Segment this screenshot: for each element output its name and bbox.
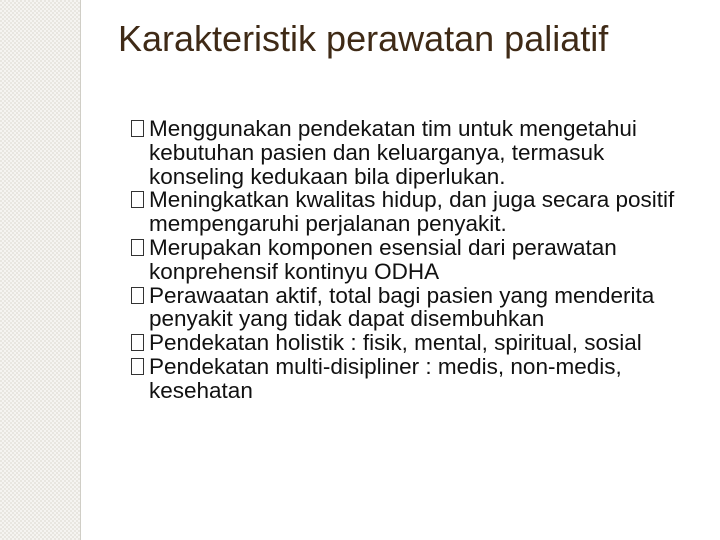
bullet-box-icon	[131, 287, 144, 304]
bullet-text: Pendekatan multi-disipliner : medis, non-medis, kesehatan	[149, 353, 622, 403]
bullet-box-icon	[131, 239, 144, 256]
list-item	[131, 355, 691, 403]
list-item	[131, 236, 691, 284]
list-item	[131, 331, 691, 355]
bullet-box-icon	[131, 120, 144, 137]
bullet-text: Perawaatan aktif, total bagi pasien yang menderita penyakit yang tidak dapat disembuhkan	[149, 282, 655, 332]
decorative-side-band	[0, 0, 80, 540]
bullet-box-icon	[131, 358, 144, 375]
band-divider	[80, 0, 81, 540]
bullet-text: Pendekatan holistik : fisik, mental, spiritual, sosial	[149, 330, 642, 356]
list-item	[131, 117, 691, 188]
list-item	[131, 188, 691, 236]
slide-title: Karakteristik perawatan paliatif	[118, 18, 609, 59]
bullet-box-icon	[131, 191, 144, 208]
bullet-list	[131, 117, 691, 403]
list-item	[131, 284, 691, 332]
bullet-box-icon	[131, 334, 144, 351]
bullet-text: Meningkatkan kwalitas hidup, dan juga secara positif mempengaruhi perjalanan penyakit.	[149, 187, 675, 237]
bullet-text: Menggunakan pendekatan tim untuk mengetahui kebutuhan pasien dan keluarganya, termasuk konseling kedukaan bila diperlukan.	[149, 116, 637, 189]
bullet-text: Merupakan komponen esensial dari perawatan konprehensif kontinyu ODHA	[149, 234, 617, 284]
